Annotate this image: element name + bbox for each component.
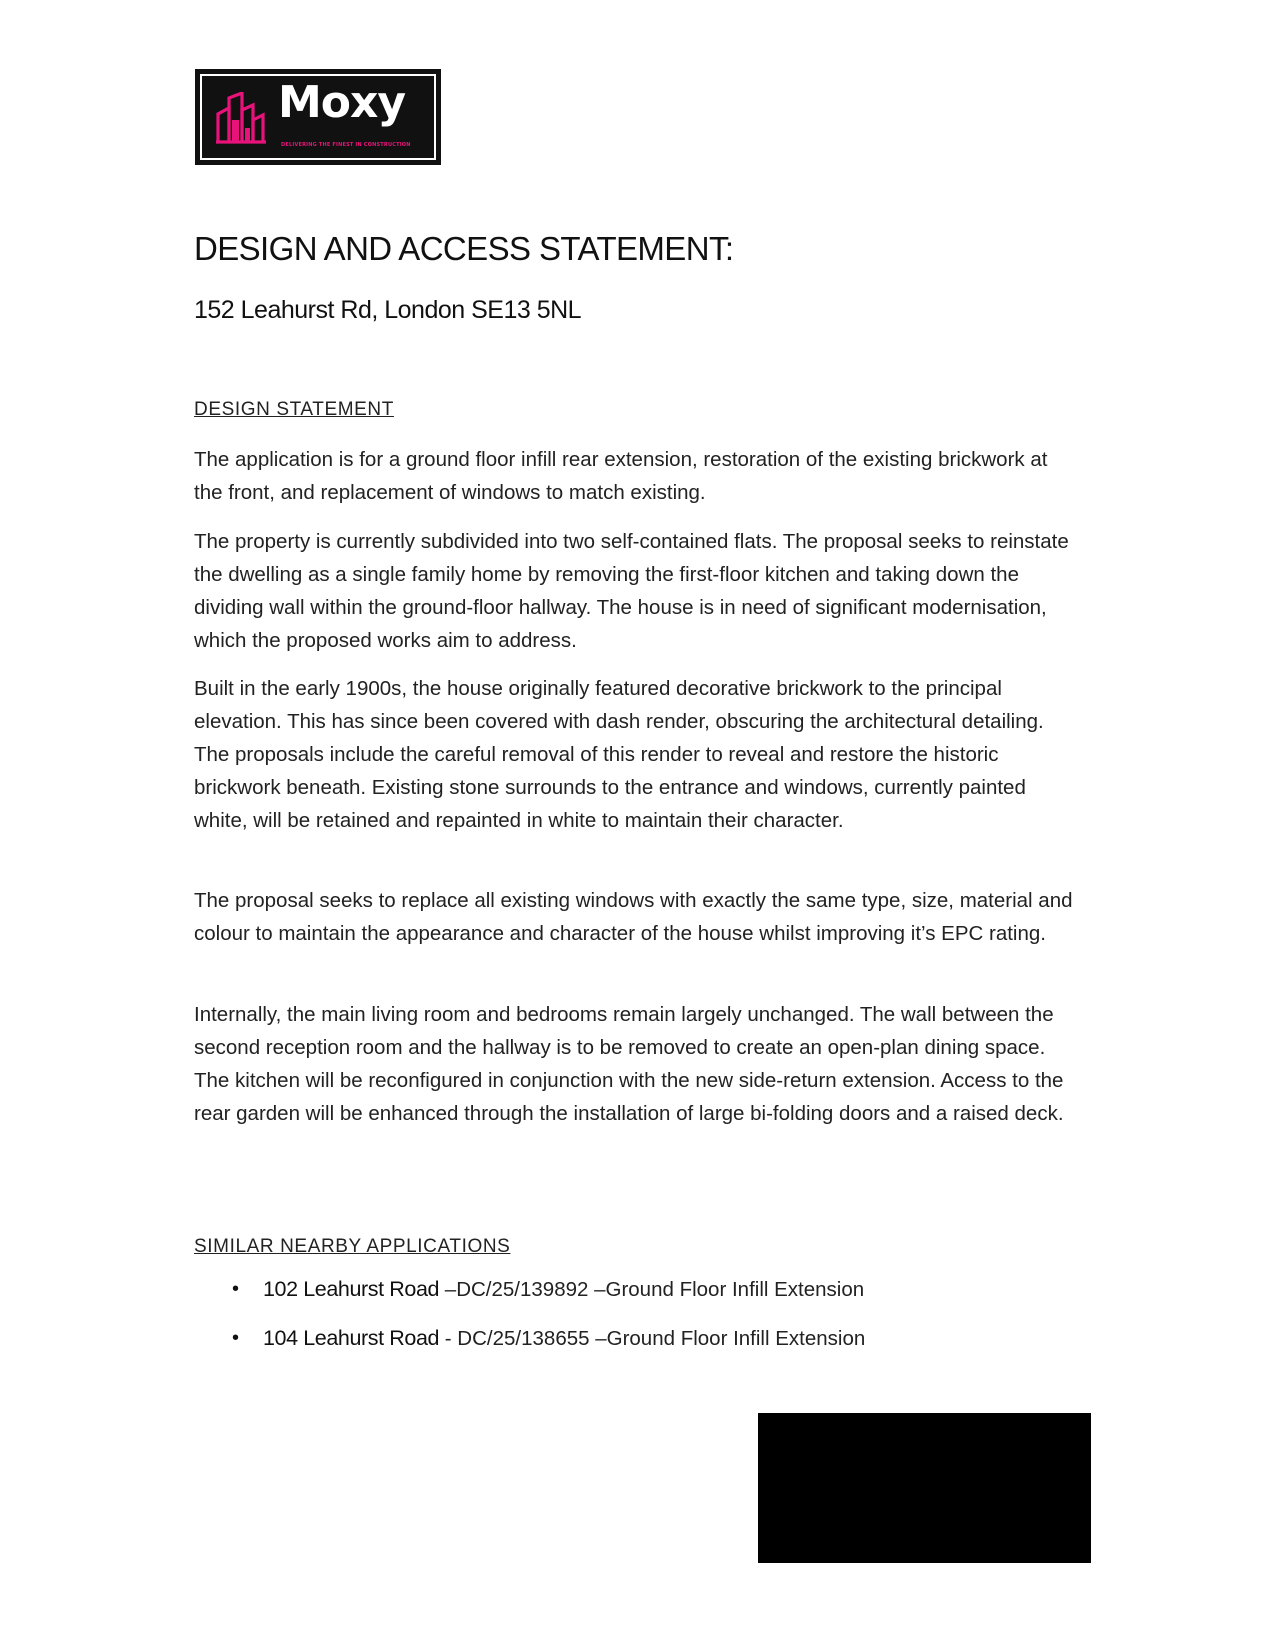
application-detail: –DC/25/139892 –Ground Floor Infill Extension bbox=[439, 1278, 865, 1301]
redaction-block bbox=[758, 1413, 1091, 1563]
similar-applications-list bbox=[194, 1273, 865, 1371]
logo-tagline: DELIVERING THE FINEST IN CONSTRUCTION bbox=[281, 142, 411, 148]
design-paragraph: The application is for a ground floor infill rear extension, restoration of the existing brickwork at the front, and replacement of windows to match existing. bbox=[194, 448, 1048, 504]
bullet-icon: • bbox=[232, 1327, 240, 1349]
design-paragraph: Internally, the main living room and bedrooms remain largely unchanged. The wall between the second reception room and the hallway is to be removed to create an open-plan dining space. The kitchen will be reconfigured in conjunction with the new side-return extension. Access to the rear garden will be enhanced through the installation of large bi-folding doors and a raised deck. bbox=[194, 1003, 1064, 1125]
company-logo bbox=[195, 69, 441, 165]
page-title: DESIGN AND ACCESS STATEMENT: bbox=[194, 230, 734, 267]
logo-wordmark: Moxy bbox=[278, 77, 406, 128]
list-item bbox=[194, 1273, 865, 1322]
bullet-icon: • bbox=[232, 1278, 240, 1300]
list-item bbox=[194, 1322, 865, 1371]
site-address: 152 Leahurst Rd, London SE13 5NL bbox=[194, 296, 582, 324]
design-paragraph: Built in the early 1900s, the house originally featured decorative brickwork to the principal elevation. This has since been covered with dash render, obscuring the architectural detailing. The proposals include the careful removal of this render to reveal and restore the historic brickwork beneath. Existing stone surrounds to the entrance and windows, currently painted white, will be retained and repainted in white to maintain their character. bbox=[194, 677, 1044, 832]
design-paragraph: The proposal seeks to replace all existing windows with exactly the same type, size, material and colour to maintain the appearance and character of the house whilst improving it’s EPC rating. bbox=[194, 889, 1073, 945]
application-address: 104 Leahurst Road bbox=[263, 1326, 440, 1350]
building-logo-icon bbox=[215, 92, 267, 144]
similar-applications-heading: SIMILAR NEARBY APPLICATIONS bbox=[194, 1236, 511, 1257]
application-address: 102 Leahurst Road bbox=[263, 1277, 440, 1301]
design-statement-heading: DESIGN STATEMENT bbox=[194, 399, 394, 420]
design-paragraph: The property is currently subdivided into two self-contained flats. The proposal seeks to reinstate the dwelling as a single family home by removing the first-floor kitchen and taking down the dividing wall within the ground-floor hallway. The house is in need of significant modernisation, which the proposed works aim to address. bbox=[194, 530, 1069, 652]
application-detail: - DC/25/138655 –Ground Floor Infill Extension bbox=[439, 1327, 866, 1350]
